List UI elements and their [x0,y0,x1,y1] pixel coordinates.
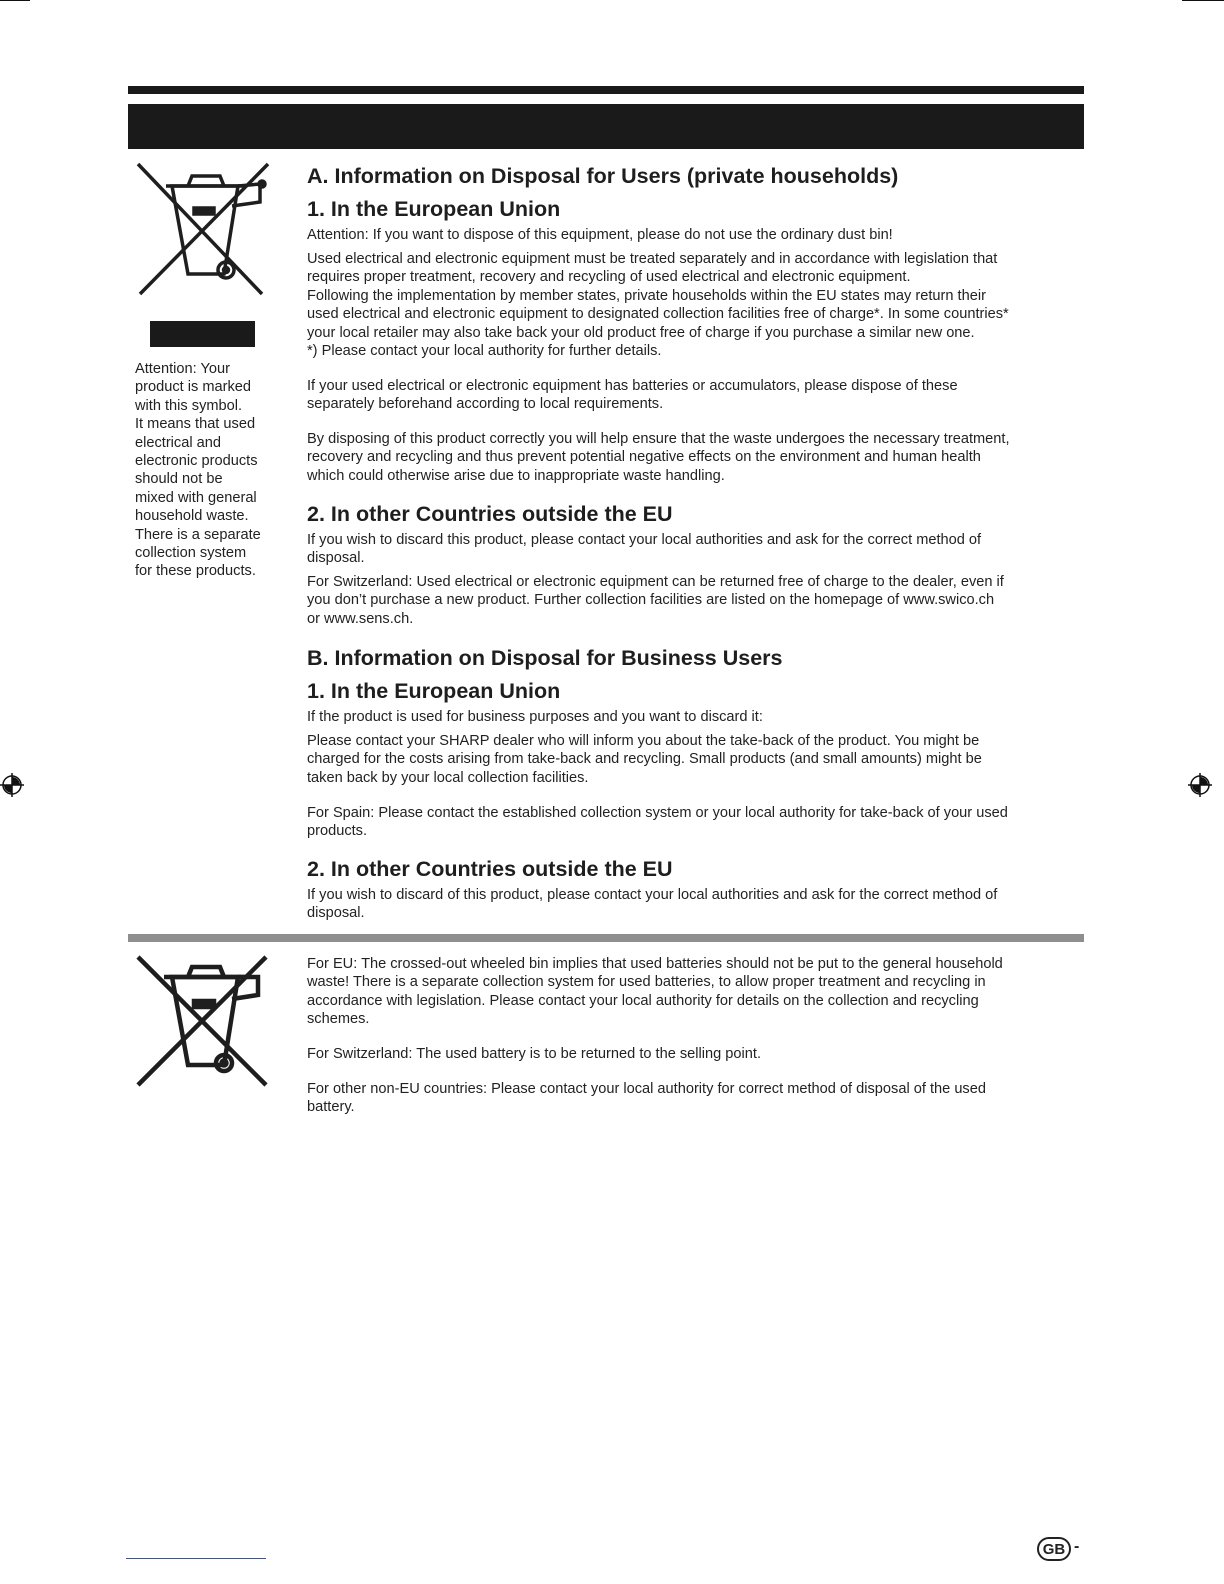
section-a-other-para1 [307,531,1082,568]
battery-para3 [307,1080,1082,1117]
sidebar-line: with this symbol. [135,397,243,414]
section-b-eu-para2 [307,804,1082,841]
battery-para1 [307,955,1082,1029]
section-a-eu-heading: 1. In the European Union [307,197,561,221]
sidebar-line: It means that used [135,416,256,433]
sidebar-line: for these products. [135,563,256,580]
text-line: battery. [307,1099,355,1116]
section-a-eu-para3 [307,430,1082,485]
text-line: Used electrical and electronic equipment must be treated separately and in accordance with legislation that [307,251,998,267]
text-line: Following the implementation by member states, private households within the EU states may return their [307,287,986,304]
symbol-label-badge [150,321,255,347]
registration-mark-icon-left [0,773,24,797]
section-a-other-heading: 2. In other Countries outside the EU [307,502,673,526]
sidebar-line: There is a separate [135,526,261,543]
text-line: your local retailer may also take back your old product free of charge if you purchase a similar new one. [307,324,975,341]
sidebar-line: Attention: Your [135,361,230,377]
battery-para2: For Switzerland: The used battery is to be returned to the selling point. [307,1046,762,1062]
text-line: Please contact your SHARP dealer who will inform you about the take-back of the product. You might be [307,733,980,749]
text-line: taken back by your local collection facilities. [307,769,589,786]
registration-mark-icon-right [1188,773,1212,797]
text-line: *) Please contact your local authority for further details. [307,343,662,360]
sidebar-line: household waste. [135,508,249,525]
sidebar-line: electronic products [135,453,258,470]
section-a-eu-para1 [307,250,1082,360]
text-line: By disposing of this product correctly you will help ensure that the waste undergoes the necessary treatment, [307,431,1010,447]
sidebar-attention-text [135,360,285,581]
page-number-dash: - [1074,1538,1080,1555]
sidebar-line: product is marked [135,379,251,396]
battery-section-rule [128,934,1084,942]
text-line: which could otherwise arise due to inappropriate waste handling. [307,467,725,484]
text-line: accordance with legislation. Please contact your local authority for details on the collection and recycling [307,992,979,1009]
text-line: For Spain: Please contact the established collection system or your local authority for take-back of your used [307,805,1008,821]
text-line: schemes. [307,1011,370,1028]
title-bar [128,104,1084,149]
sidebar-line: mixed with general [135,489,257,506]
text-line: If you wish to discard of this product, please contact your local authorities and ask for the correct method of [307,887,998,903]
section-a-eu-para2 [307,377,1082,414]
section-b-eu-heading: 1. In the European Union [307,679,561,703]
text-line: charged for the costs arising from take-back and recycling. Small products (and small amounts) might be [307,751,982,768]
bottom-rule [126,1558,266,1559]
text-line: you don’t purchase a new product. Further collection facilities are listed on the homepage of www.swico.ch [307,592,995,609]
text-line: recovery and recycling and thus prevent potential negative effects on the environment and human health [307,449,981,466]
top-rule [128,86,1084,94]
crop-mark-top-left [0,0,30,1]
text-line: separately beforehand according to local requirements. [307,396,664,413]
section-b-other-heading: 2. In other Countries outside the EU [307,857,673,881]
text-line: disposal. [307,550,365,567]
text-line: If your used electrical or electronic equipment has batteries or accumulators, please dispose of these [307,378,958,394]
text-line: disposal. [307,905,365,922]
sidebar-line: should not be [135,471,223,488]
section-b-other-para1 [307,886,1082,923]
crop-mark-top-right [1182,0,1224,1]
country-code-badge: GB [1037,1537,1071,1561]
section-a-eu-attention: Attention: If you want to dispose of this equipment, please do not use the ordinary dust bin! [307,227,893,243]
crossed-out-wheeled-bin-icon [136,162,272,298]
text-line: If you wish to discard this product, please contact your local authorities and ask for the correct method of [307,532,982,548]
text-line: used electrical and electronic equipment to designated collection facilities free of charge*. In some countries* [307,306,1009,323]
text-line: requires proper treatment, recovery and recycling of used electrical and electronic equipment. [307,269,911,286]
section-b-heading: B. Information on Disposal for Business Users [307,646,783,670]
text-line: products. [307,823,368,840]
section-a-other-para2 [307,573,1082,628]
section-a-heading: A. Information on Disposal for Users (private households) [307,164,899,188]
section-b-eu-para1 [307,732,1082,787]
sidebar-line: collection system [135,545,247,562]
text-line: waste! There is a separate collection system for used batteries, to allow proper treatment and recycling in [307,974,986,991]
text-line: or www.sens.ch. [307,610,414,627]
text-line: For other non-EU countries: Please contact your local authority for correct method of disposal of the used [307,1081,986,1097]
crossed-out-wheeled-bin-battery-icon [136,955,272,1091]
text-line: For EU: The crossed-out wheeled bin implies that used batteries should not be put to the general household [307,956,1003,972]
text-line: For Switzerland: Used electrical or electronic equipment can be returned free of charge to the dealer, even if [307,574,1004,590]
sidebar-line: electrical and [135,434,221,451]
section-b-eu-intro: If the product is used for business purposes and you want to discard it: [307,709,763,725]
